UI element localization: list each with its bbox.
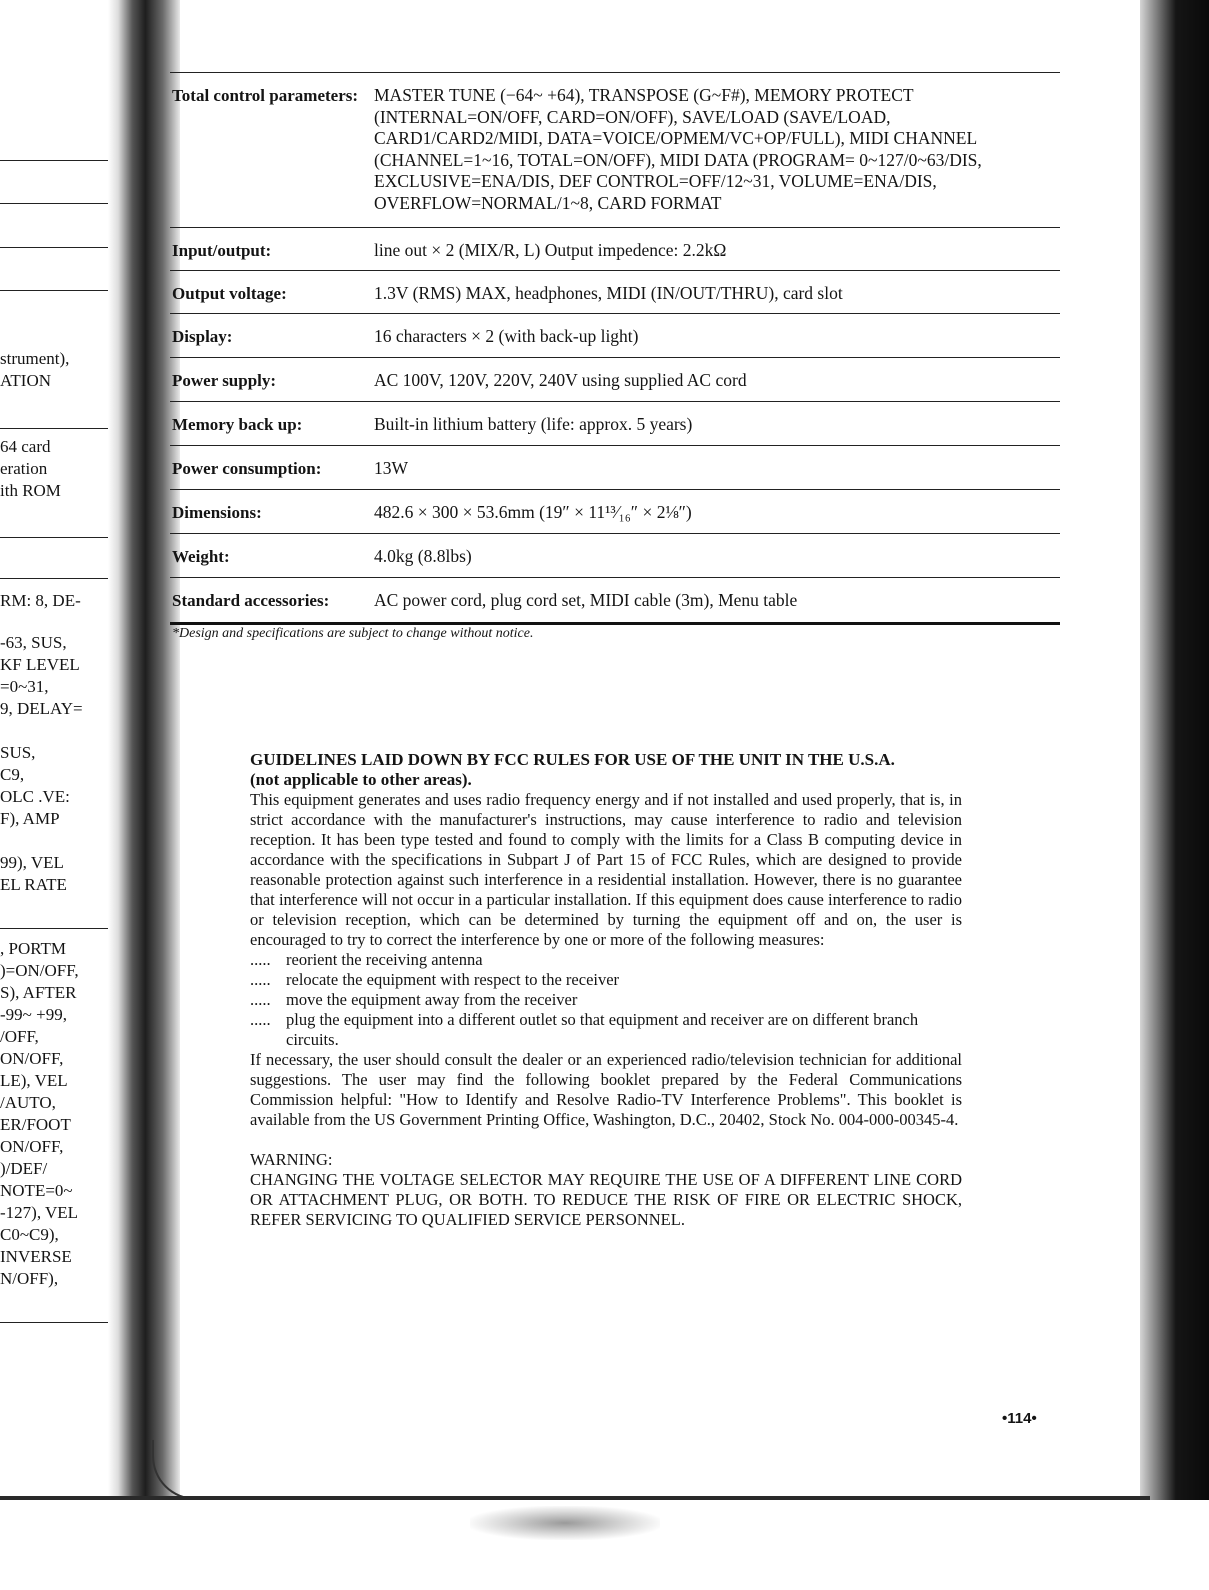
list-item [250, 990, 962, 1010]
fragment-text: LE), VEL [0, 1071, 68, 1090]
footnote: *Design and specifications are subject to change without notice. [172, 626, 534, 641]
spec-row [170, 73, 1060, 227]
fragment-text: strument), [0, 349, 70, 368]
spec-value: 4.0kg (8.8lbs) [374, 546, 472, 566]
page-number: •114• [1002, 1410, 1037, 1427]
spec-value: 13W [374, 458, 409, 478]
spec-row [170, 534, 1060, 577]
fragment-text: 9, DELAY= [0, 699, 83, 718]
divider [0, 537, 112, 538]
fragment-text: S), AFTER [0, 983, 77, 1002]
warning-text: CHANGING THE VOLTAGE SELECTOR MAY REQUIRE THE USE OF A DIFFERENT LINE CORD OR ATTACHMENT PLUG, OR BOTH. TO REDUCE THE RISK OF FIRE OR ELECTRIC SHOCK, REFER SERVICING TO QUALIFIED SERVICE PERSONNEL. [250, 1170, 962, 1229]
fragment-text: ith ROM [0, 481, 61, 500]
divider [0, 428, 112, 429]
fragment-text: /AUTO, [0, 1093, 56, 1112]
spec-label: Input/output: [172, 241, 272, 260]
spec-row [170, 490, 1060, 533]
list-bullet: ..... [250, 950, 271, 969]
fragment-text: )=ON/OFF, [0, 961, 79, 980]
fragment-text: INVERSE [0, 1247, 72, 1266]
divider [0, 160, 112, 161]
spec-value: 482.6 × 300 × 53.6mm (19″ × 11¹³⁄₁₆″ × 2⅛″) [374, 502, 692, 522]
spec-value: AC 100V, 120V, 220V, 240V using supplied AC cord [374, 370, 747, 390]
spec-row [170, 271, 1060, 313]
fcc-title: GUIDELINES LAID DOWN BY FCC RULES FOR USE OF THE UNIT IN THE U.S.A. [250, 750, 895, 769]
fragment-text: OLC .VE: [0, 787, 70, 806]
fragment-text: ON/OFF, [0, 1049, 64, 1068]
spec-label: Standard accessories: [172, 591, 330, 610]
divider [0, 928, 112, 929]
fragment-text: /OFF, [0, 1027, 39, 1046]
divider [0, 247, 112, 248]
fragment-text: RM: 8, DE- [0, 591, 81, 610]
fcc-notice [250, 750, 962, 1230]
table-rule [170, 622, 1060, 625]
spec-label: Memory back up: [172, 415, 303, 434]
fragment-text: =0~31, [0, 677, 49, 696]
spec-label: Power consumption: [172, 459, 322, 478]
left-page-fragment [0, 0, 120, 1590]
list-item [250, 1010, 962, 1050]
spec-label: Weight: [172, 547, 230, 566]
spec-value: line out × 2 (MIX/R, L) Output impedence: 2.2kΩ [374, 240, 727, 260]
fragment-text: ATION [0, 371, 51, 390]
fragment-text: )/DEF/ [0, 1159, 48, 1178]
spec-row [170, 228, 1060, 270]
fragment-text: 99), VEL [0, 853, 64, 872]
page-edge-shadow [1140, 0, 1209, 1500]
list-item [250, 950, 962, 970]
fragment-text: NOTE=0~ [0, 1181, 73, 1200]
fragment-text: ON/OFF, [0, 1137, 64, 1156]
spec-label: Power supply: [172, 371, 277, 390]
fragment-text: -99~ +99, [0, 1005, 67, 1024]
divider [0, 290, 112, 291]
fragment-text: eration [0, 459, 48, 478]
spec-value: Built-in lithium battery (life: approx. 5 years) [374, 414, 693, 434]
fragment-text: C9, [0, 765, 25, 784]
page-bottom-edge [0, 1496, 1150, 1500]
list-bullet: ..... [250, 970, 271, 989]
spec-label: Dimensions: [172, 503, 262, 522]
fcc-body: This equipment generates and uses radio frequency energy and if not installed and used properly, that is, in strict accordance with the manufacturer's instructions, may cause interference to radio and television reception. It has been type tested and found to comply with the limits for a Class B computing device in accordance with the specifications in Subpart J of Part 15 of FCC Rules, which are designed to provide reasonable protection against such interference in a residential installation. However, there is no guarantee that interference will not occur in a particular installation. If this equipment does cause interference to radio or television reception, which can be determined by turning the equipment off and on, the user is encouraged to try to correct the interference by one or more of the following measures: [250, 790, 962, 949]
fragment-text: ER/FOOT [0, 1115, 71, 1134]
fcc-closing: If necessary, the user should consult the dealer or an experienced radio/television technician for additional suggestions. The user may find the following booklet prepared by the Federal Communications Commission helpful: "How to Identify and Resolve Radio-TV Interference Problems". This booklet is available from the US Government Printing Office, Washington, D.C., 20402, Stock No. 004-000-00345-4. [250, 1050, 962, 1129]
fcc-subtitle: (not applicable to other areas). [250, 770, 472, 789]
warning-title: WARNING: [250, 1150, 333, 1169]
divider [0, 578, 112, 579]
fragment-text: , PORTM [0, 939, 67, 958]
divider [0, 203, 112, 204]
spec-label: Display: [172, 327, 233, 346]
spec-row [170, 402, 1060, 445]
spec-label: Total control parameters: [172, 86, 359, 105]
list-item [250, 970, 962, 990]
fragment-text: -127), VEL [0, 1203, 79, 1222]
spec-row [170, 578, 1060, 622]
measure-text: relocate the equipment with respect to the receiver [286, 970, 620, 989]
list-bullet: ..... [250, 1010, 271, 1029]
spec-value: 16 characters × 2 (with back-up light) [374, 326, 639, 346]
spec-row [170, 358, 1060, 401]
scan-smudge [470, 1506, 660, 1540]
spec-value: MASTER TUNE (−64~ +64), TRANSPOSE (G~F#), MEMORY PROTECT (INTERNAL=ON/OFF, CARD=ON/OFF), SAVE/LOAD (SAVE/LOAD, CARD1/CARD2/MIDI, DATA=VOICE/OPMEM/VC+OP/FULL), MIDI CHANNEL (CHANNEL=1~16, TOTAL=ON/OFF), MIDI DATA (PROGRAM= 0~127/0~63/DIS, EXCLUSIVE=ENA/DIS, DEF CONTROL=OFF/12~31, VOLUME=ENA/DIS, OVERFLOW=NORMAL/1~8, CARD FORMAT [374, 85, 982, 213]
fragment-text: 64 card [0, 437, 51, 456]
fragment-text: KF LEVEL [0, 655, 80, 674]
measure-text: reorient the receiving antenna [286, 950, 483, 969]
fragment-text: F), AMP [0, 809, 60, 828]
fragment-text: SUS, [0, 743, 36, 762]
fragment-text: N/OFF), [0, 1269, 59, 1288]
list-bullet: ..... [250, 990, 271, 1009]
divider [0, 1322, 112, 1323]
fragment-text: C0~C9), [0, 1225, 59, 1244]
measure-text: move the equipment away from the receiver [286, 990, 578, 1009]
measure-text: plug the equipment into a different outlet so that equipment and receiver are on different branch circuits. [286, 1010, 919, 1049]
spec-value: 1.3V (RMS) MAX, headphones, MIDI (IN/OUT/THRU), card slot [374, 283, 843, 303]
spec-value: AC power cord, plug cord set, MIDI cable (3m), Menu table [374, 590, 798, 610]
fragment-text: EL RATE [0, 875, 67, 894]
fragment-text: -63, SUS, [0, 633, 67, 652]
spec-label: Output voltage: [172, 284, 287, 303]
specifications-table [170, 72, 1060, 625]
spec-row [170, 446, 1060, 489]
spec-row [170, 314, 1060, 357]
